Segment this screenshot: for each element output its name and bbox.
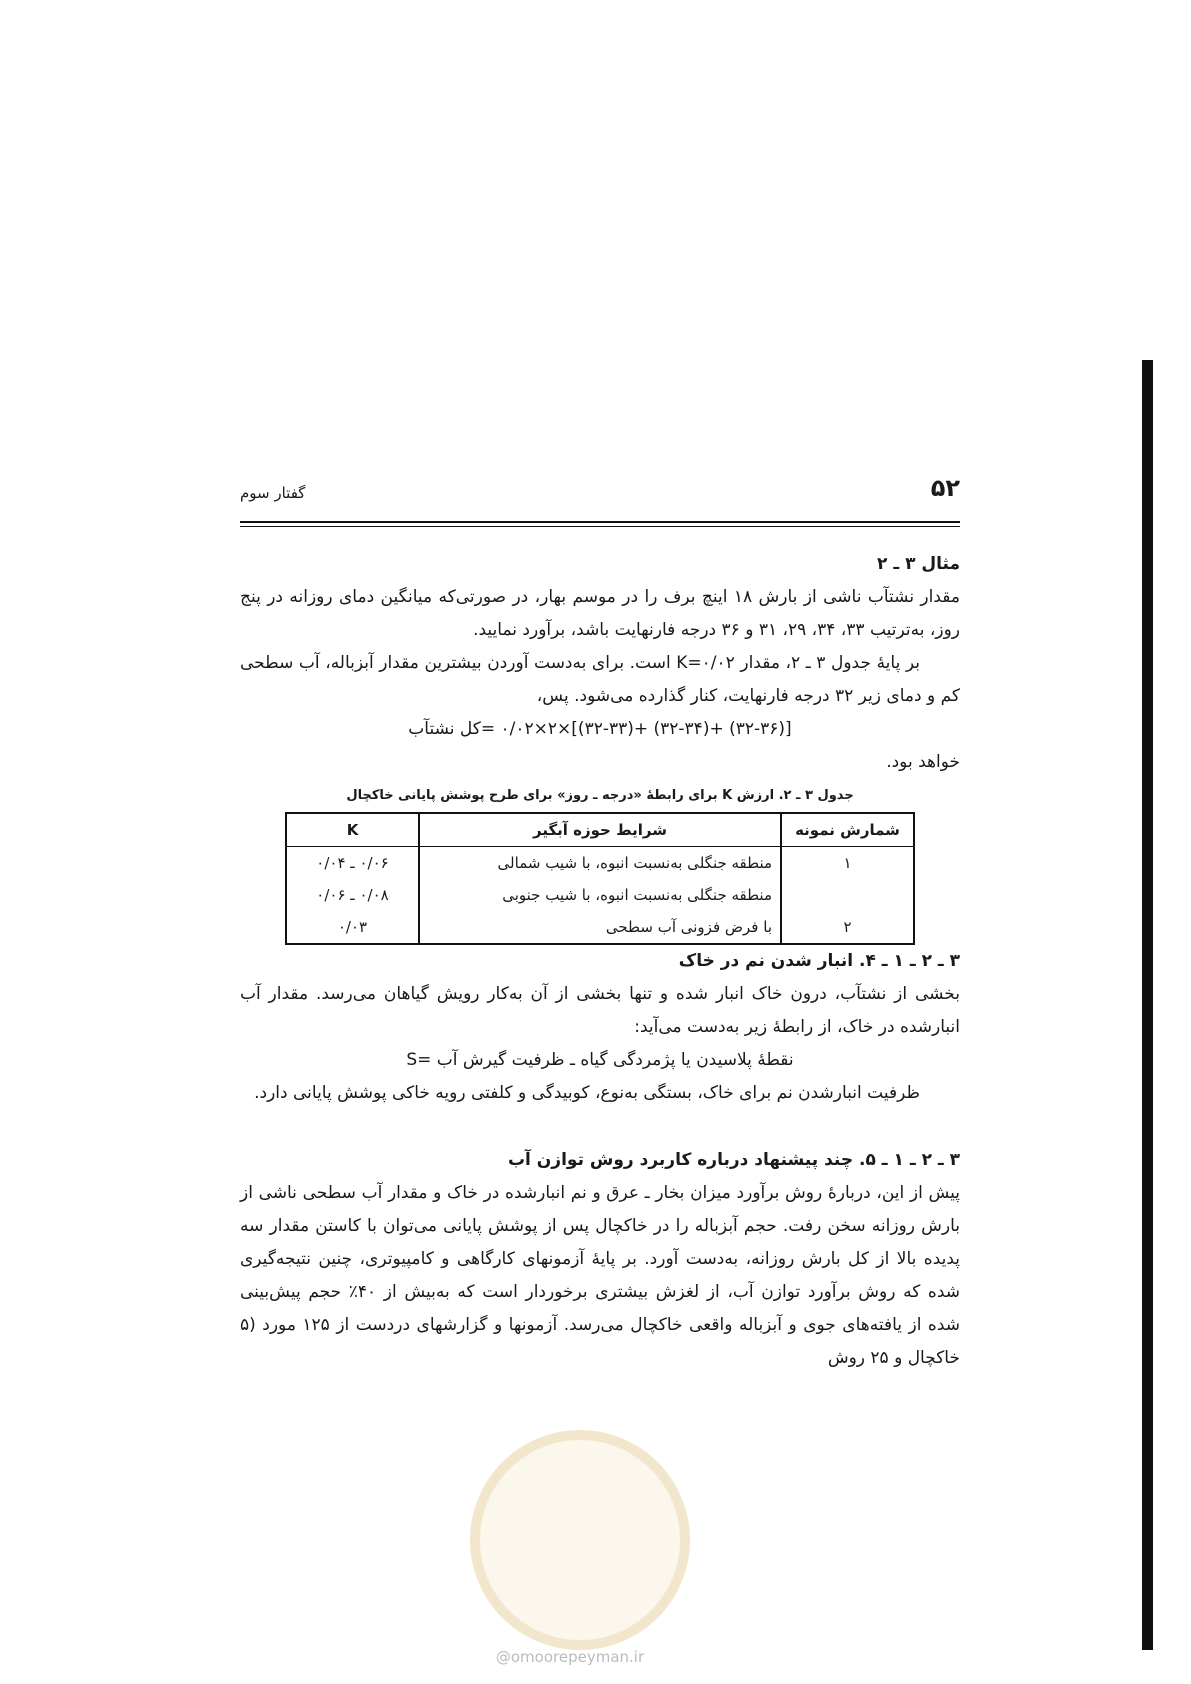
table-cell: ۱ [781,847,914,880]
example-heading: مثال ۳ ـ ۲ [877,554,960,574]
table-header-row [286,813,914,847]
col-sample-number: شمارش نمونه [781,813,914,847]
section-5-heading: ۳ ـ ۲ ـ ۱ ـ ۵. چند پیشنهاد درباره کاربرد روش توازن آب [507,1150,960,1170]
page-number: ۵۲ [930,474,960,502]
example-formula: [(۳۲-۳۶) +(۳۲-۳۴) +(۳۲-۳۳)]×۲×۰/۰۲ =کل نشتآب [408,719,792,739]
section-4-paragraph-2: ظرفیت انبارشدن نم برای خاک، بستگی به‌نوع، کوبیدگی و کلفتی رویه خاکی پوشش پایانی دارد. [254,1083,920,1103]
page-body [240,548,960,1375]
table-row [286,879,914,911]
header-rule-thin [240,526,960,527]
page-edge-bar [1142,360,1153,1650]
table-cell: ۲ [781,911,914,944]
table-cell: ۰/۰۶ ـ ۰/۰۴ [286,847,419,880]
watermark-seal [470,1430,690,1650]
col-k: K [286,813,419,847]
col-catchment-conditions: شرایط حوزه آبگیر [419,813,781,847]
table-cell: منطقه جنگلی به‌نسبت انبوه، با شیب جنوبی [419,879,781,911]
table-cell: ۰/۰۸ ـ ۰/۰۶ [286,879,419,911]
table-cell: منطقه جنگلی به‌نسبت انبوه، با شیب شمالی [419,847,781,880]
header-rule [240,521,960,523]
example-conclusion: خواهد بود. [886,752,960,772]
k-value-table [285,812,915,945]
section-5-paragraph: پیش از این، دربارهٔ روش برآورد میزان بخار ـ عرق و نم انبارشده در خاک و مقدار آب سطحی ناشی از بارش روزانه سخن رفت. حجم آبزباله را در خاکچال پس از پوشش پایانی می‌توان با کاستن مقدار سه پدیده بالا از کل بارش روزانه، به‌دست آورد. بر پایهٔ آزمونهای کارگاهی و کامپیوتری، چنین نتیجه‌گیری شده که روش برآورد توازن آب، از لغزش بیشتری برخوردار است که به‌بیش از ۴۰٪ حجم پیش‌بینی شده از یافته‌های جوی و آبزباله واقعی خاکچال می‌رسد. آزمونها و گزارشهای دردست از ۱۲۵ مورد (۵ خاکچال و ۲۵ روش [240,1183,960,1368]
example-problem: مقدار نشتآب ناشی از بارش ۱۸ اینچ برف را در موسم بهار، در صورتی‌که میانگین دمای روزانه در پنج روز، به‌ترتیب ۳۳، ۳۴، ۲۹، ۳۱ و ۳۶ درجه فارنهایت باشد، برآورد نمایید. [240,587,960,640]
table-cell: با فرض فزونی آب سطحی [419,911,781,944]
table-cell: ۰/۰۳ [286,911,419,944]
table-caption: جدول ۳ ـ ۲. ارزش K برای رابطهٔ «درجه ـ روز» برای طرح پوشش پایانی خاکچال [346,788,854,803]
chapter-title: گفتار سوم [240,484,306,502]
example-solution: بر پایهٔ جدول ۳ ـ ۲، مقدار K=۰/۰۲ است. برای به‌دست آوردن بیشترین مقدار آبزباله، آب سطحی کم و دمای زیر ۳۲ درجه فارنهایت، کنار گذارده می‌شود. پس، [240,653,960,706]
table-row [286,847,914,880]
section-4-paragraph: بخشی از نشتآب، درون خاک انبار شده و تنها بخشی از آن به‌کار رویش گیاهان می‌رسد. مقدار آب انبارشده در خاک، از رابطهٔ زیر به‌دست می‌آید: [240,984,960,1037]
table-row [286,911,914,944]
table-cell [781,879,914,911]
watermark-url: @omoorepeyman.ir [495,1648,645,1666]
section-4-formula: نقطهٔ پلاسیدن یا پژمردگی گیاه ـ ظرفیت گیرش آب =S [406,1050,794,1070]
page-header [240,474,960,524]
section-4-heading: ۳ ـ ۲ ـ ۱ ـ ۴. انبار شدن نم در خاک [678,951,960,971]
